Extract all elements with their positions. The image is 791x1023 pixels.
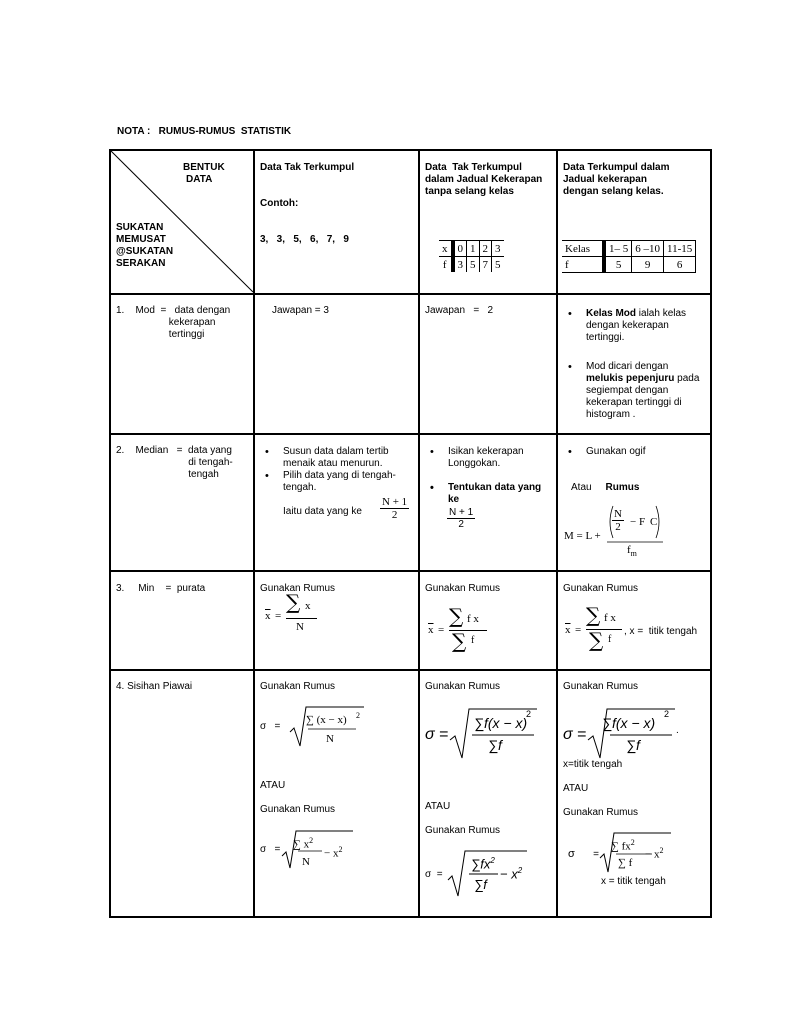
min-col2-sigma-top: ∑ (449, 604, 464, 628)
median-formula-fm: $f_m$ (627, 544, 637, 559)
sp-col1-sigma1: σ = (260, 721, 281, 732)
sp-col3-dot: . (676, 725, 679, 736)
sp-col3-gunakan: Gunakan Rumus (563, 681, 639, 692)
median-label: 2. Median = data yang di tengah- tengah (116, 445, 233, 480)
sp-col1-sumx2: ∑ $x^2$ (293, 836, 314, 851)
median-col1-bullet2: • Pilih data yang di tengah- tengah. (283, 470, 396, 494)
col3-header: Data Terkumpul dalam Jadual kekerapan dengan selang kelas. (563, 162, 670, 197)
median-col3-bullet1: • Gunakan ogif (586, 446, 646, 457)
median-formula-c: C (650, 516, 658, 528)
sp-col1-sq1: 2 (356, 711, 360, 720)
median-col3-atau: Atau Rumus (571, 482, 640, 493)
sp-col2-gunakan2: Gunakan Rumus (425, 825, 501, 836)
min-col1-sigma: ∑ (286, 590, 301, 614)
min-label: 3. Min = purata (116, 583, 206, 594)
min-col1-fraction-bar (286, 618, 317, 619)
row-divider (111, 570, 710, 572)
mod-col1: Jawapan = 3 (272, 305, 329, 316)
sp-col3-note1: x=titik tengah (563, 759, 623, 770)
min-col3-f: f (608, 634, 612, 645)
min-col1-xbar: $\overline{x}$ (265, 610, 271, 622)
col1-contoh: Contoh: (260, 198, 299, 209)
sp-col1-sigma2: σ = (260, 844, 281, 855)
column-divider (418, 151, 420, 916)
sp-col3-minusx: − $x^2$ (645, 846, 664, 861)
median-formula-minus-f: − F (630, 516, 646, 528)
min-col3-sigma-bottom: ∑ (589, 628, 604, 652)
sp-col3-den: ∑f (626, 737, 640, 753)
min-col2-gunakan: Gunakan Rumus (425, 583, 501, 594)
min-col3-sigma-top: ∑ (586, 603, 601, 627)
min-col1-n: N (296, 621, 304, 633)
median-formula-n-over-2: $\frac{N}{2}$ (614, 508, 622, 533)
sp-col2-atau: ATAU (425, 801, 451, 812)
median-col1-iaitu: Iaitu data yang ke (283, 506, 362, 517)
sp-col1-n1: N (326, 733, 334, 745)
sp-col2-sq: 2 (526, 709, 532, 719)
min-col2-sigma-bottom: ∑ (452, 629, 467, 653)
sp-label: 4. Sisihan Piawai (116, 681, 193, 692)
min-col2-eq: = (438, 624, 445, 636)
row-divider (111, 669, 710, 671)
median-col1-bullet1: • Susun data dalam tertib menaik atau menurun. (283, 446, 389, 470)
sp-col2-sigma2: σ = (425, 869, 443, 880)
column-divider (556, 151, 558, 916)
sp-col1-gunakan: Gunakan Rumus (260, 681, 336, 692)
mod-label: 1. Mod = data dengan kekerapan tertinggi (116, 305, 231, 340)
sp-col2-sigma1: σ = (425, 726, 449, 743)
sp-col1-num1: ∑ (x − x) (306, 714, 347, 726)
sp-col3-sigma2: σ = (568, 848, 599, 860)
median-col2-bullet1: • Isikan kekerapan Longgokan. (448, 446, 524, 470)
min-col2-xbar: $\overline{x}$ (428, 624, 434, 636)
sp-col3-atau: ATAU (563, 783, 589, 794)
sp-col1-atau: ATAU (260, 780, 286, 791)
col2-header: Data Tak Terkumpul dalam Jadual Kekerapan tanpa selang kelas (425, 162, 543, 197)
corner-bentuk: BENTUK (183, 162, 225, 173)
min-col3-note: , x = titik tengah (624, 626, 698, 637)
sp-col1-n2: N (302, 856, 310, 868)
page-title: NOTA : RUMUS-RUMUS STATISTIK (117, 126, 292, 137)
sp-col2-den2: ∑f (474, 877, 487, 892)
sp-col2-den: ∑f (488, 737, 502, 753)
sp-col1-gunakan2: Gunakan Rumus (260, 804, 336, 815)
sp-col3-sumfx2: ∑ $fx^2$ (611, 838, 635, 853)
col1-values: 3, 3, 5, 6, 7, 9 (260, 234, 349, 245)
mod-col2: Jawapan = 2 (425, 305, 494, 316)
median-col2-bullet2: • Tentukan data yang ke (448, 482, 541, 506)
col2-freq-table: x 0 1 2 3 f 3 5 7 5 (439, 240, 504, 272)
min-col3-gunakan: Gunakan Rumus (563, 583, 639, 594)
sp-col1-minusx: − $x^2$ (324, 845, 343, 860)
sp-col3-gunakan2: Gunakan Rumus (563, 807, 639, 818)
median-col1-fraction: $\frac{N + 1}{2}$ (382, 496, 408, 521)
col3-freq-table: Kelas 1– 5 6 –10 11-15 f 5 9 6 (562, 240, 696, 273)
col1-header: Data Tak Terkumpul (260, 162, 355, 173)
sp-col2-num2: $\sum fx^2$ (471, 856, 495, 872)
sp-col3-sumf: ∑ f (618, 857, 633, 869)
sp-col3-note2: x = titik tengah (601, 876, 666, 887)
column-divider (253, 151, 255, 916)
corner-sukatan: SUKATAN MEMUSAT @SUKATAN SERAKAN (116, 222, 174, 269)
min-col3-xbar: $\overline{x}$ (565, 624, 571, 636)
min-col3-eq: = (575, 624, 582, 636)
sp-col3-sigma1: σ = (563, 726, 587, 743)
median-col2-fraction: $\frac{N + 1}{2}$ (449, 507, 474, 530)
corner-data: DATA (186, 174, 213, 185)
row-divider (111, 433, 710, 435)
min-col1-gunakan: Gunakan Rumus (260, 583, 336, 594)
min-col2-f: f (471, 635, 475, 646)
median-formula-lhs: M = L + (564, 530, 601, 542)
mod-col3-bullet1: • Kelas Mod ialah kelas dengan kekerapan tertinggi. (586, 308, 686, 344)
mod-col3-bullet2: • Mod dicari dengan melukis pepenjuru pada segiempat dengan kekerapan tertinggi di histogram . (586, 361, 699, 421)
sp-col2-gunakan: Gunakan Rumus (425, 681, 501, 692)
row-divider (111, 293, 710, 295)
min-col1-eq: = (275, 610, 282, 622)
sp-col3-sq: 2 (664, 709, 670, 719)
sp-col2-minusx: − $x^2$ (500, 866, 523, 882)
sp-col3-num: ∑f(x − x) (602, 715, 656, 731)
sp-col2-num: ∑f(x − x) (474, 715, 528, 731)
min-col1-x: x (305, 600, 311, 612)
min-col3-fx: f x (604, 612, 616, 624)
min-col2-fx: f x (467, 613, 479, 625)
